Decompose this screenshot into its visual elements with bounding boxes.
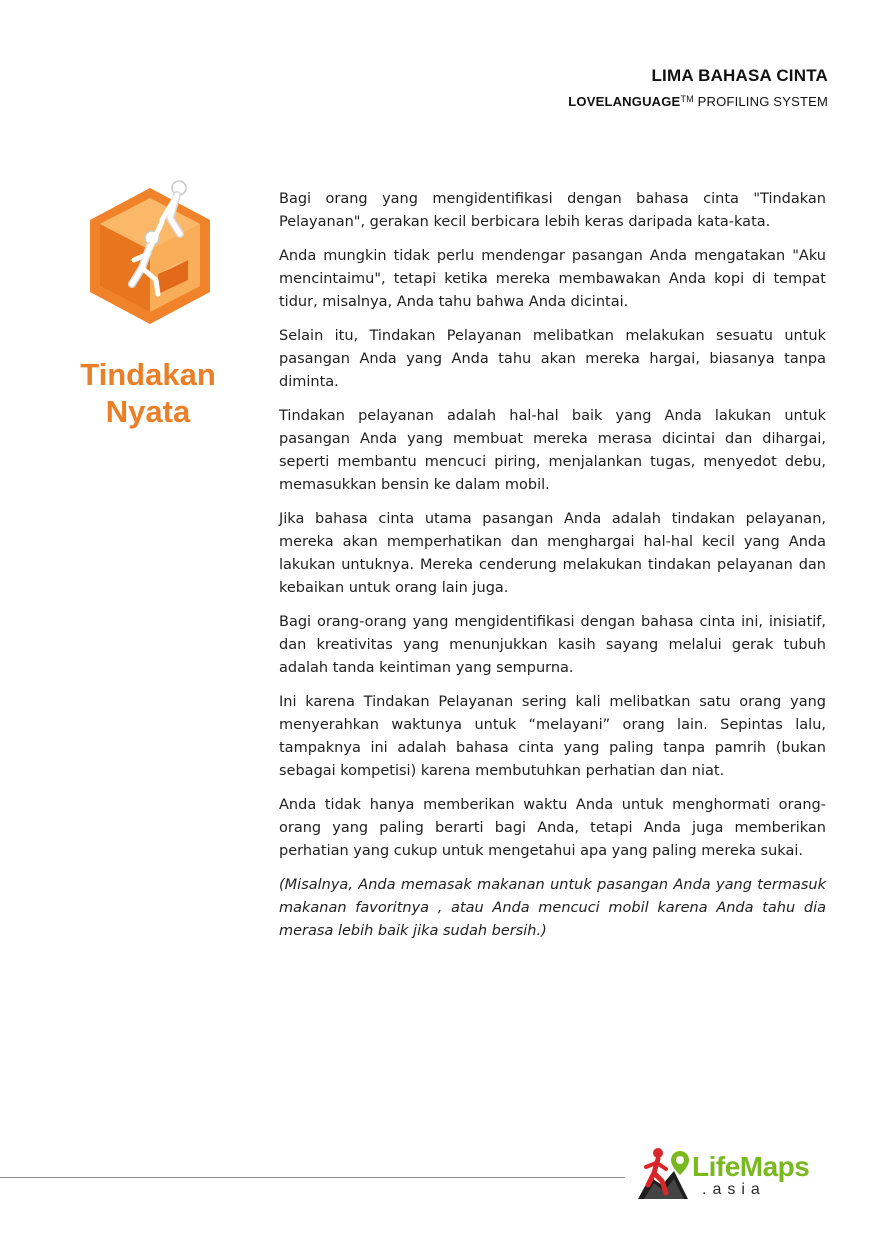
paragraph: Bagi orang-orang yang mengidentifikasi dengan bahasa cinta ini, inisiatif, dan kreativitas yang menunjukkan kasih sayang melalui gerak tubuh adalah tanda keintiman yang sempurna.: [279, 614, 826, 676]
logo-name: LifeMaps: [692, 1151, 810, 1182]
paragraph: Anda mungkin tidak perlu mendengar pasangan Anda mengatakan "Aku mencintaimu", tetapi ketika mereka membawakan Anda kopi di tempat tidur, misalnya, Anda tahu bahwa Anda dicintai.: [279, 248, 826, 310]
example-note: (Misalnya, Anda memasak makanan untuk pasangan Anda yang termasuk makanan favoritnya , atau Anda mencuci mobil karena Anda tahu dia merasa lebih baik jika sudah bersih.): [279, 877, 826, 939]
brand-name: LOVELANGUAGE: [568, 94, 681, 109]
document-title: LIMA BAHASA CINTA: [651, 66, 828, 85]
section-title-line2: Nyata: [105, 394, 191, 429]
body-text: [279, 188, 826, 954]
paragraph: Anda tidak hanya memberikan waktu Anda untuk menghormati orang-orang yang paling berarti bagi Anda, tetapi Anda juga memberikan perhatian yang cukup untuk mengetahui apa yang paling mereka sukai.: [279, 797, 826, 859]
paragraph: Ini karena Tindakan Pelayanan sering kali melibatkan satu orang yang menyerahkan waktunya untuk “melayani” orang lain. Sepintas lalu, tampaknya ini adalah bahasa cinta yang paling tanpa pamrih (bukan sebagai kompetisi) karena membutuhkan perhatian dan niat.: [279, 694, 826, 779]
document-subtitle: [568, 94, 828, 109]
section-title: [62, 356, 234, 430]
paragraph: Bagi orang yang mengidentifikasi dengan bahasa cinta "Tindakan Pelayanan", gerakan kecil berbicara lebih keras daripada kata-kata.: [279, 191, 826, 230]
logo-domain: .asia: [702, 1181, 766, 1198]
paragraph: Selain itu, Tindakan Pelayanan melibatkan melakukan sesuatu untuk pasangan Anda yang Anda tahu akan mereka hargai, biasanya tanpa diminta.: [279, 328, 826, 390]
paragraph: Jika bahasa cinta utama pasangan Anda adalah tindakan pelayanan, mereka akan memperhatikan dan menghargai hal-hal kecil yang Anda lakukan untuknya. Mereka cenderung melakukan tindakan pelayanan dan kebaikan untuk orang lain juga.: [279, 511, 826, 596]
page-header: [568, 66, 828, 109]
subtitle-text: PROFILING SYSTEM: [693, 94, 828, 109]
paragraph: Tindakan pelayanan adalah hal-hal baik yang Anda lakukan untuk pasangan Anda yang membuat mereka merasa dicintai dan dihargai, seperti membantu mencuci piring, menjalankan tugas, menyedot debu, memasukkan bensin ke dalam mobil.: [279, 408, 826, 493]
climbing-person-cube-icon: [80, 176, 220, 332]
trademark: TM: [680, 94, 694, 104]
section-title-line1: Tindakan: [80, 357, 216, 392]
lifemaps-logo: [636, 1143, 836, 1207]
footer-divider: [0, 1177, 625, 1178]
lifemaps-hiker-icon: [636, 1143, 696, 1207]
